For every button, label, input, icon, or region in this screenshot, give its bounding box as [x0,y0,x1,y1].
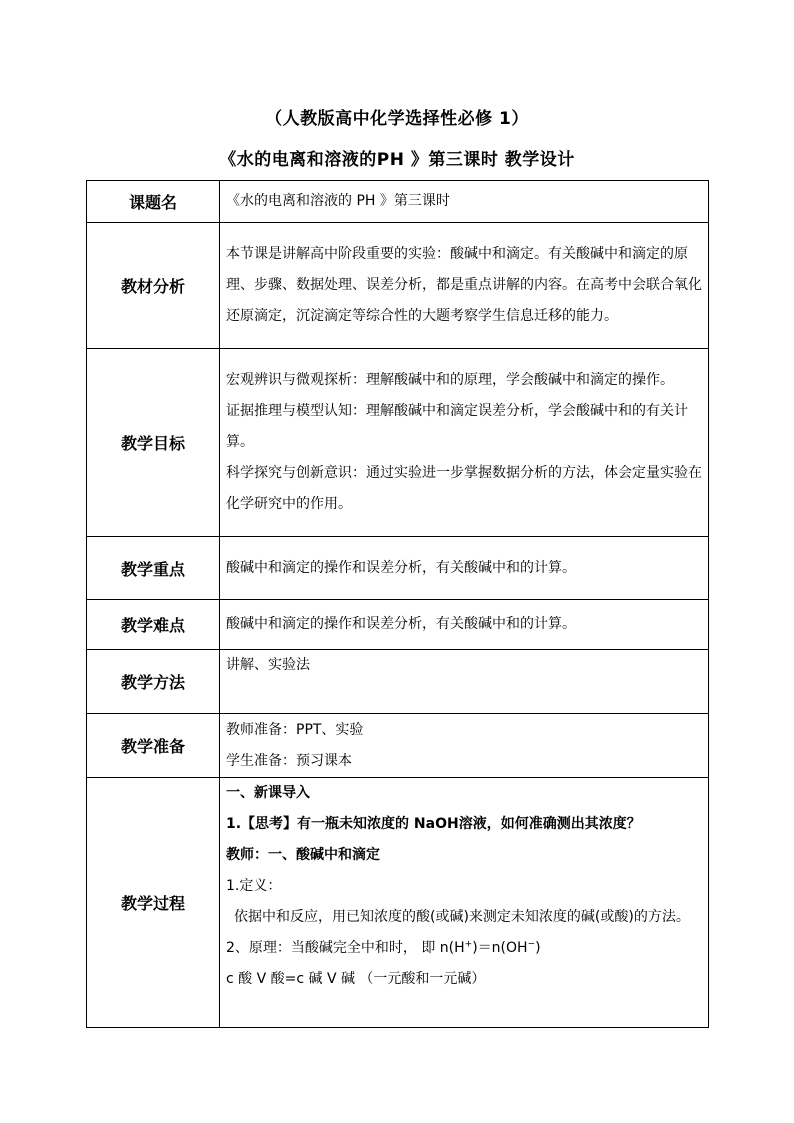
process-teacher-line: 教师：一、酸碱中和滴定 [226,847,380,863]
goal-item: 证据推理与模型认知：理解酸碱中和滴定误差分析，学会酸碱中和的有关计算。 [226,403,688,450]
content-difficulties: 酸碱中和滴定的操作和误差分析，有关酸碱中和的计算。 [220,600,709,650]
process-formula: c 酸 V 酸=c 碱 V 碱 （一元酸和一元碱） [226,971,486,987]
label-difficulties: 教学难点 [87,600,220,650]
teacher-preparation: 教师准备：PPT、实验 [226,721,364,738]
label-analysis: 教材分析 [87,223,220,349]
document-title-line1: （人教版高中化学选择性必修 1） [265,109,529,129]
content-methods: 讲解、实验法 [220,650,709,714]
label-key-points: 教学重点 [87,537,220,600]
content-process [220,778,709,1028]
label-process: 教学过程 [87,778,220,1028]
row-analysis [87,223,709,349]
goal-item: 宏观辨识与微观探析：理解酸碱中和的原理，学会酸碱中和滴定的操作。 [226,372,674,388]
process-principle [226,933,702,964]
content-key-points: 酸碱中和滴定的操作和误差分析，有关酸碱中和的计算。 [220,537,709,600]
content-analysis: 本节课是讲解高中阶段重要的实验：酸碱中和滴定。有关酸碱中和滴定的原理、步骤、数据处理、误差分析，都是重点讲解的内容。在高考中会联合氧化还原滴定，沉淀滴定等综合性的大题考察学生信息迁移的能力。 [220,223,709,349]
goal-item: 科学探究与创新意识：通过实验进一步掌握数据分析的方法，体会定量实验在化学研究中的作用。 [226,465,702,512]
label-topic: 课题名 [87,181,220,223]
row-process [87,778,709,1028]
row-topic [87,181,709,223]
row-methods [87,650,709,714]
row-difficulties [87,600,709,650]
lesson-plan-table [86,180,709,1028]
content-preparation [220,714,709,778]
process-think-question: 1.【思考】有一瓶未知浓度的 NaOH溶液，如何准确测出其浓度？ [226,816,641,832]
principle-mid: )＝n(OH [472,940,528,956]
process-section-title: 一、新课导入 [226,785,310,801]
process-definition-title: 1.定义： [226,878,282,894]
label-preparation: 教学准备 [87,714,220,778]
label-methods: 教学方法 [87,650,220,714]
content-topic: 《水的电离和溶液的 PH 》第三课时 [220,181,709,223]
superscript-plus: + [464,939,473,950]
content-goals [220,349,709,537]
row-goals [87,349,709,537]
process-definition-text: 依据中和反应，用已知浓度的酸(或碱)来测定未知浓度的碱(或酸)的方法。 [234,909,690,925]
document-title-line2: 《水的电离和溶液的PH 》第三课时 教学设计 [219,150,575,170]
superscript-minus: − [527,939,536,950]
principle-suffix: ) [535,940,541,956]
row-preparation [87,714,709,778]
label-goals: 教学目标 [87,349,220,537]
row-key-points [87,537,709,600]
student-preparation: 学生准备：预习课本 [226,752,352,769]
principle-prefix: 2、原理：当酸碱完全中和时， 即 n(H [226,940,465,956]
